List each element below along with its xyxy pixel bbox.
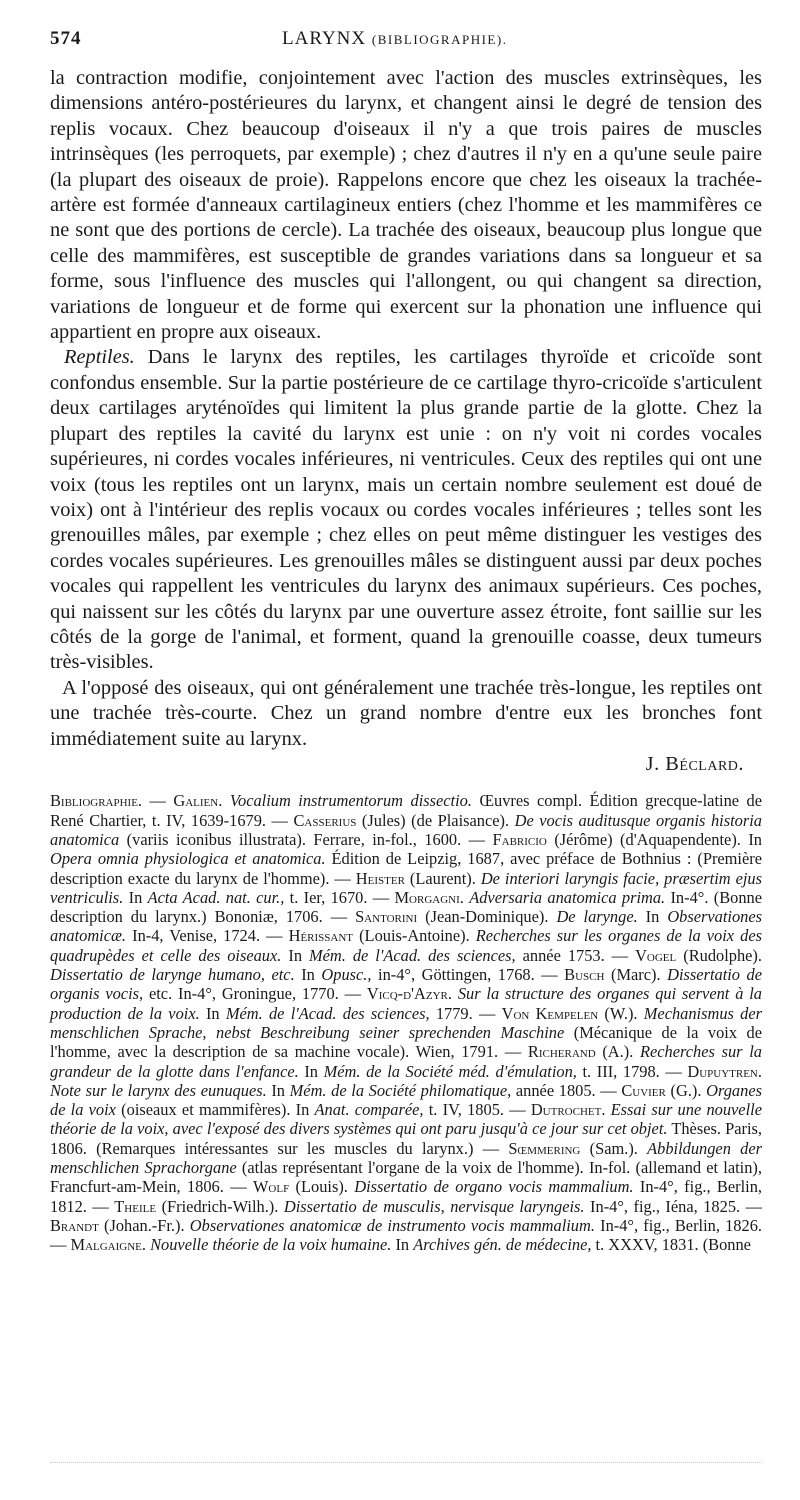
bib-text: (Mécanique de la voix de l'homme, avec la description de sa machine vocale). Wien, 1791. —	[50, 1022, 762, 1062]
bib-text: In	[637, 907, 668, 927]
bib-title: Opusc.,	[321, 965, 372, 985]
bib-title: Dissertatio de organo vocis mammalium.	[354, 1177, 634, 1197]
bib-text: (variis iconibus illustrata). Ferrare, in-fol., 1600. —	[119, 829, 493, 849]
reptiles-text: Dans le larynx des reptiles, les cartilages thyroïde et cricoïde sont confondus ensemble. Sur la partie postérieure de ce cartilage thyro-cricoïde s'articulent deux cartilages aryténoïdes qui limitent la plus grande partie de la glotte. Chez la plupart des reptiles la cavité du larynx est unie : on n'y voit ni cordes vocales supérieures, ni cordes vocales inférieures, ni ventricules. Ceux des reptiles qui ont une voix (tous les reptiles ont un larynx, mais un certain nombre seulement est doué de voix) ont à l'intérieur des replis vocaux ou cordes vocales inférieures ; telles sont les grenouilles mâles, par exemple ; chez elles on peut même distinguer les vestiges des cordes vocales supérieures. Les grenouilles mâles se distinguent aussi par deux poches vocales qui rappellent les ventricules du larynx des animaux supérieurs. Ces poches, qui naissent sur les côtés du larynx par une ouverture assez étroite, font saillie sur les côtés de la gorge de l'animal, et forment, quand la grenouille coasse, deux tumeurs très-visibles.	[50, 346, 762, 674]
bib-text: In-4°, fig., Iéna, 1825. —	[584, 1196, 763, 1216]
bib-text: (Rudolphe).	[676, 945, 762, 965]
bib-text: (oiseaux et mammifères). In	[115, 1100, 315, 1120]
bib-author: Wolf	[252, 1177, 290, 1197]
bib-text: In	[199, 1003, 226, 1023]
body-text	[50, 66, 762, 777]
bib-title: Acta Acad. nat. cur.,	[147, 887, 285, 907]
bib-text: In-4°, fig., Berlin, 1812. —	[50, 1177, 762, 1216]
running-title	[282, 28, 507, 50]
bib-text: In	[298, 1061, 324, 1081]
bib-text: Édition de Leipzig, 1687, avec préface de Bothnius : (Première description exacte du larynx de l'homme). —	[50, 849, 762, 888]
bib-author: Santorini	[355, 907, 418, 927]
bib-text: etc. In-4°, Groningue, 1770. —	[143, 984, 367, 1004]
bib-title: Opera omnia physiologica et anatomica.	[50, 849, 326, 869]
bib-title: Essai sur une nouvelle théorie de la voix, avec l'exposé des divers systèmes qui ont paru jusqu'à ce jour sur cet objet.	[50, 1100, 762, 1139]
bib-title: Mechanismus der menschlichen Sprache, nebst Beschreibung seiner sprechenden Maschine	[50, 1003, 762, 1042]
bib-title: Dissertatio de organis vocis,	[50, 965, 763, 1004]
bib-author: Sœmmering	[508, 1138, 581, 1158]
bib-author: Theile	[114, 1196, 157, 1216]
bib-author: Fabricio	[492, 829, 547, 849]
running-head	[50, 28, 762, 66]
bib-title: Archives gén. de médecine,	[413, 1235, 592, 1255]
bib-title: Observationes anatomicæ.	[50, 907, 762, 946]
bib-text: In	[266, 1080, 290, 1100]
bib-text: In-4°. (Bonne description du larynx.) Bononiæ, 1706. —	[50, 887, 763, 927]
page-bottom-rule	[50, 1462, 762, 1463]
trachea-text: A l'opposé des oiseaux, qui ont généralement une trachée très-longue, les reptiles ont une trachée très-courte. Chez un grand nombre d'entre eux les bronches font immédiatement suite au larynx.	[50, 676, 762, 750]
signature-line	[50, 752, 762, 777]
bib-title: Mém. de l'Acad. des sciences,	[225, 1003, 430, 1023]
bib-author: Dutrochet.	[530, 1100, 606, 1120]
bibliography: Bibliographie. — Galien. Vocalium instrumentorum dissectio. Œuvres compl. Édition grecque-latine de René Chartier, t. IV, 1639-1679. — Casserius (Jules) (de Plaisance). De vocis auditusque organis historia anatomica (variis iconibus illustrata). Ferrare, in-fol., 1600. — Fabricio (Jérôme) (d'Aquapendente). In Opera omnia physiologica et anatomica. Édition de Leipzig, 1687, avec préface de Bothnius : (Première description exacte du larynx de l'homme). — Heister (Laurent). De interiori laryngis facie, præsertim ejus ventriculis. In Acta Acad. nat. cur., t. Ier, 1670. — Morgagni. Adversaria anatomica prima. In-4°. (Bonne description du larynx.) Bononiæ, 1706. — Santorini (Jean-Dominique). De larynge. In Observationes anatomicæ. In-4, Venise, 1724. — Hérissant (Louis-Antoine). Recherches sur les organes de la voix des quadrupèdes et celle des oiseaux. In Mém. de l'Acad. des sciences, année 1753. — Vogel (Rudolphe). Dissertatio de larynge humano, etc. In Opusc., in-4°, Göttingen, 1768. — Busch (Marc). Dissertatio de organis vocis, etc. In-4°, Groningue, 1770. — Vicq-d'Azyr. Sur la structure des organes qui servent à la production de la voix. In Mém. de l'Acad. des sciences, 1779. — Von Kempelen (W.). Mechanismus der menschlichen Sprache, nebst Beschreibung seiner sprechenden Maschine (Mécanique de la voix de l'homme, avec la description de sa machine vocale). Wien, 1791. — Richerand (A.). Recherches sur la grandeur de la glotte dans l'enfance. In Mém. de la Société méd. d'émulation, t. III, 1798. — Dupuytren. Note sur le larynx des eunuques. In Mém. de la Société philomatique, année 1805. — Cuvier (G.). Organes de la voix (oiseaux et mammifères). In Anat. comparée, t. IV, 1805. — Dutrochet. Essai sur une nouvelle théorie de la voix, avec l'exposé des divers systèmes qui ont paru jusqu'à ce jour sur cet objet. Thèses. Paris, 1806. (Remarques intéressantes sur les muscles du larynx.) — Sœmmering (Sam.). Abbildungen der menschlichen Sprachorgane (atlas représentant l'organe de la voix de l'homme). In-fol. (allemand et latin), Francfurt-am-Mein, 1806. — Wolf (Louis). Dissertatio de organo vocis mammalium. In-4°, fig., Berlin, 1812. — Theile (Friedrich-Wilh.). Dissertatio de musculis, nervisque laryngeis. In-4°, fig., Iéna, 1825. — Brandt (Johan.-Fr.). Observationes anatomicæ de instrumento vocis mammalium. In-4°, fig., Berlin, 1826. — Malgaigne. Nouvelle théorie de la voix humaine. In Archives gén. de médecine, t. XXXV, 1831. (Bonne	[50, 791, 763, 1255]
bib-text: (Laurent).	[404, 868, 481, 888]
bib-author: Richerand	[527, 1042, 596, 1062]
bib-title: De vocis auditusque organis historia anatomica	[50, 810, 762, 849]
bib-text: (G.).	[665, 1080, 707, 1100]
paragraph-reptiles	[50, 345, 762, 675]
bib-author: Morgagni.	[394, 887, 464, 907]
bib-text: t. III, 1798. —	[576, 1061, 688, 1081]
bib-text: In-4°, fig., Berlin, 1826. —	[50, 1215, 762, 1255]
bib-text: In	[294, 965, 322, 985]
bib-title: Observationes anatomicæ de instrumento vocis mammalium.	[189, 1215, 595, 1235]
bib-text: In	[123, 887, 148, 907]
bib-text: (Louis).	[289, 1177, 355, 1197]
bib-text: In	[391, 1235, 414, 1255]
bib-title: Dissertatio de larynge humano, etc.	[50, 965, 295, 985]
bib-author: Cuvier	[621, 1080, 666, 1100]
paragraph-trachea	[50, 676, 762, 752]
bib-author: Heister	[355, 868, 405, 888]
bib-title: Sur la structure des organes qui servent à la production de la voix.	[50, 984, 763, 1023]
bib-text: (Jérôme) (d'Aquapendente). In	[546, 829, 762, 849]
author-signature: J. Béclard.	[645, 752, 744, 775]
bib-title: De larynge.	[556, 907, 638, 927]
bib-title: Mém. de l'Acad. des sciences,	[309, 945, 516, 965]
bib-text: (Marc).	[604, 965, 668, 985]
bib-author: Casserius	[293, 810, 357, 830]
bib-author: Brandt	[50, 1215, 99, 1235]
bib-text: In-4, Venise, 1724. —	[126, 926, 289, 946]
reptiles-heading: Reptiles.	[64, 346, 135, 369]
bib-text: (Louis-Antoine).	[353, 926, 476, 946]
bib-title: De interiori laryngis facie, præsertim ejus ventriculis.	[50, 868, 762, 907]
bib-text: (Johan.-Fr.).	[98, 1215, 190, 1235]
bib-author: Malgaigne.	[70, 1235, 146, 1255]
bib-text: (Friedrich-Wilh.).	[156, 1196, 284, 1216]
bib-title: Adversaria anatomica prima.	[469, 887, 666, 907]
bib-title: Anat. comparée,	[314, 1100, 424, 1120]
bib-title: Nouvelle théorie de la voix humaine.	[150, 1235, 392, 1255]
bib-title: Mém. de la Société méd. d'émulation,	[323, 1061, 577, 1081]
bib-text: (Jean-Dominique).	[417, 907, 557, 927]
bib-text: in-4°, Göttingen, 1768. —	[371, 965, 565, 985]
bib-title: Organes de la voix	[50, 1080, 762, 1120]
bib-text: t. XXXV, 1831. (Bonne	[591, 1235, 751, 1255]
bib-text: Thèses. Paris, 1806. (Remarques intéressantes sur les muscles du larynx.) —	[50, 1119, 762, 1158]
bib-author: Vogel	[635, 945, 677, 965]
bib-title: Note sur le larynx des eunuques.	[50, 1080, 267, 1100]
bib-author: Dupuytren.	[687, 1061, 762, 1081]
bib-text: t. Ier, 1670. —	[284, 887, 395, 907]
bib-text: (atlas représentant l'organe de la voix de l'homme). In-fol. (allemand et latin), Francfurt-am-Mein, 1806. —	[50, 1158, 762, 1197]
bib-text: (W.).	[598, 1003, 644, 1023]
bib-title: Mém. de la Société philomatique,	[289, 1080, 512, 1100]
bib-title: Dissertatio de musculis, nervisque laryngeis.	[283, 1196, 585, 1216]
bib-text: 1779. —	[429, 1003, 502, 1023]
bib-title: Recherches sur les organes de la voix des quadrupèdes et celle des oiseaux.	[50, 926, 763, 965]
running-title-sub: (BIBLIOGRAPHIE).	[371, 32, 508, 47]
bib-text: année 1805. —	[511, 1080, 622, 1100]
bib-text: (Sam.).	[580, 1138, 648, 1158]
bib-text: (Jules) (de Plaisance).	[356, 810, 515, 830]
page-number: 574	[50, 28, 82, 49]
bib-text: (A.).	[595, 1042, 640, 1062]
bibliography-label: Bibliographie.	[50, 791, 143, 811]
bib-text: Œuvres compl. Édition grecque-latine de René Chartier, t. IV, 1639-1679. —	[50, 791, 762, 830]
bib-author: Von Kempelen	[501, 1003, 599, 1023]
bib-title: Recherches sur la grandeur de la glotte dans l'enfance.	[50, 1042, 762, 1081]
bib-text: t. IV, 1805. —	[423, 1100, 531, 1120]
bib-author: Galien.	[173, 791, 223, 811]
running-title-main: LARYNX	[282, 28, 367, 49]
bib-title: Abbildungen der menschlichen Sprachorgane	[50, 1138, 762, 1178]
bib-author: Hérissant	[288, 926, 354, 946]
bib-text: In	[281, 945, 309, 965]
bib-author: Busch	[564, 965, 605, 985]
bib-text: année 1753. —	[515, 945, 636, 965]
bib-author: Vicq-d'Azyr.	[366, 984, 452, 1004]
bib-title: Vocalium instrumentorum dissectio.	[229, 791, 472, 811]
paragraph-birds: la contraction modifie, conjointement avec l'action des muscles extrinsèques, les dimensions antéro-postérieures du larynx, et changent ainsi le degré de tension des replis vocaux. Chez beaucoup d'oiseaux il n'y a que trois paires de muscles intrinsèques (les perroquets, par exemple) ; chez d'autres il n'y en a qu'une seule paire (la plupart des oiseaux de proie). Rappelons encore que chez les oiseaux la trachée-artère est formée d'anneaux cartilagineux entiers (chez l'homme et les mammifères ce ne sont que des portions de cercle). La trachée des oiseaux, beaucoup plus longue que celle des mammifères, est susceptible de grandes variations dans sa longueur et sa forme, sous l'influence des muscles qui l'allongent, ou qui changent sa direction, variations de longueur et de forme qui exercent sur la phonation une influence qui appartient en propre aux oiseaux.	[50, 67, 762, 344]
